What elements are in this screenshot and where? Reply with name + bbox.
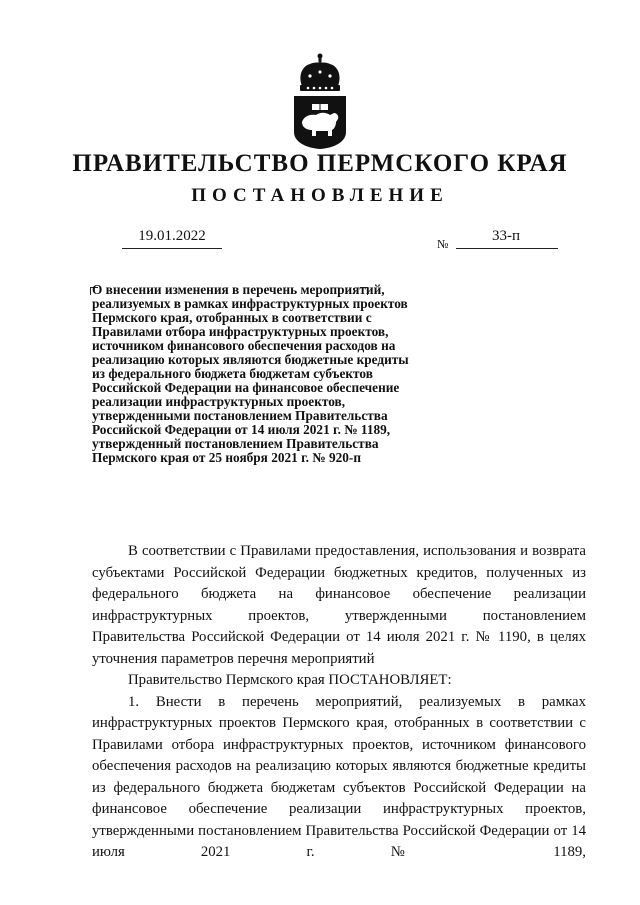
number-underline xyxy=(456,248,558,249)
body-paragraph: В соответствии с Правилами предоставления, использования и возврата субъектами Российской Федерации бюджетных кредитов, полученных из федерального бюджета на финансовое обеспечение реализации инфраструктурных проектов, утвержденными постановлением Правительства Российской Федерации от 14 июля 2021 г. № 1190, в целях уточнения параметров перечня мероприятий xyxy=(92,543,586,667)
body-paragraph: 1. Внести в перечень мероприятий, реализуемых в рамках инфраструктурных проектов Пермского края, отобранных в соответствии с Правилами отбора инфраструктурных проектов, источником финансового обеспечения расходов на реализацию которых являются бюджетные кредиты из федерального бюджета бюджетам субъектов Российской Федерации на финансовое обеспечение реализации инфраструктурных проектов, утвержденными постановлением Правительства Российской Федерации от 14 июля 2021 г. № 1189, xyxy=(92,693,586,860)
body-paragraph: Правительство Пермского края ПОСТАНОВЛЯЕТ: xyxy=(128,672,452,688)
document-number: 33-п xyxy=(491,228,521,244)
date-underline xyxy=(122,248,222,249)
perm-krai-coat-of-arms-icon xyxy=(288,52,352,150)
number-sign: № xyxy=(437,237,449,251)
document-subject: О внесении изменения в перечень мероприятий, реализуемых в рамках инфраструктурных проектов Пермского края, отобранных в соответствии с Правилами отбора инфраструктурных проектов, источником финансового обеспечения расходов на реализацию которых являются бюджетные кредиты из федерального бюджета бюджетам субъектов Российской Федерации на финансовое обеспечение реализации инфраструктурных проектов, утвержденными постановлением Правительства Российской Федерации от 14 июля 2021 г. № 1189, утвержденный постановлением Правительства Пермского края от 25 ноября 2021 г. № 920-п xyxy=(92,282,409,465)
document-type: ПОСТАНОВЛЕНИЕ xyxy=(191,185,449,206)
document-date: 19.01.2022 xyxy=(138,228,206,244)
document-body xyxy=(92,541,586,864)
organization-title: ПРАВИТЕЛЬСТВО ПЕРМСКОГО КРАЯ xyxy=(72,150,568,177)
